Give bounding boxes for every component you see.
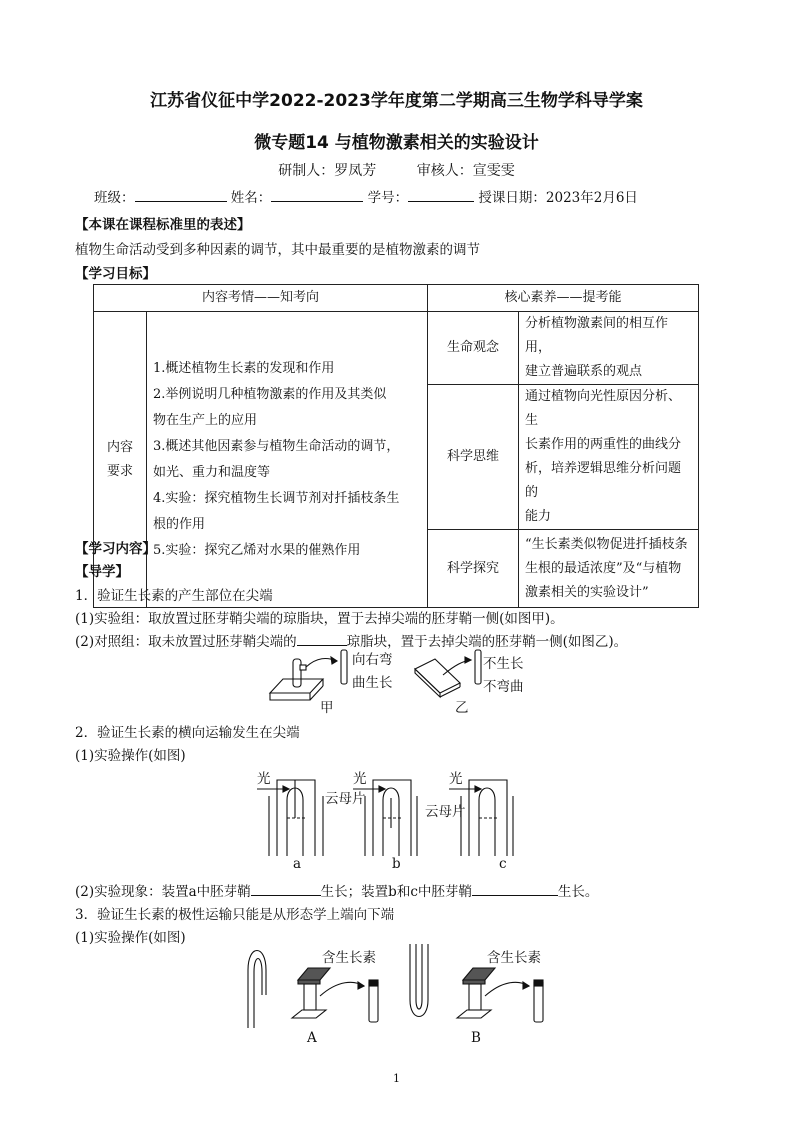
content-line: 1.概述植物生长素的发现和作用	[153, 360, 335, 376]
lesson-date: 授课日期：2023年2月6日	[478, 190, 638, 206]
authors-line	[0, 160, 793, 180]
item1-experiment: (1)实验组：取放置过胚芽鞘尖端的琼脂块，置于去掉尖端的胚芽鞘一侧(如图甲)。	[75, 611, 564, 627]
jia-result-line2: 曲生长	[352, 675, 393, 691]
page-number: 1	[393, 1072, 400, 1085]
item1-blank[interactable]	[297, 631, 347, 646]
phenomenon-part1: (2)实验现象：装置a中胚芽鞘	[75, 884, 251, 900]
label-B: B	[471, 1030, 481, 1046]
literacy-name: 生命观念	[428, 312, 519, 385]
literacy-line: 析，培养逻辑思维分析问题的	[525, 461, 682, 500]
goals-table	[93, 284, 699, 608]
topic-title: 微专题14 与植物激素相关的实验设计	[254, 133, 539, 153]
yi-result-line1: 不生长	[483, 656, 524, 672]
content-line: 3.概述其他因素参与植物生命活动的调节，	[153, 438, 400, 454]
content-line: 4.实验：探究植物生长调节剂对扦插枝条生	[153, 490, 400, 506]
row-label-line: 要求	[106, 463, 133, 479]
literacy-line: 建立普遍联系的观点	[525, 364, 643, 379]
jia-diagram	[270, 650, 347, 700]
name-label: 姓名：	[230, 190, 272, 206]
content-requirements	[147, 312, 428, 608]
literacy-line: 通过植物向光性原因分析、生	[525, 389, 682, 428]
literacy-name: 科学探究	[428, 530, 519, 608]
item2-phenomenon	[75, 880, 598, 900]
jia-result-line1: 向右弯	[352, 652, 393, 668]
student-info-line	[94, 186, 638, 206]
number-blank[interactable]	[408, 187, 474, 202]
label-yi: 乙	[455, 700, 469, 716]
goals-col1-header: 内容考情——知考向	[94, 285, 428, 312]
goals-col2-header: 核心素养——提考能	[428, 285, 699, 312]
item3-operation: (1)实验操作(如图)	[75, 930, 186, 946]
label-jia: 甲	[320, 700, 334, 716]
literacy-desc	[519, 312, 699, 385]
content-line: 根的作用	[153, 516, 206, 532]
curriculum-heading: 【本课在课程标准里的表述】	[75, 217, 251, 233]
class-label: 班级：	[94, 190, 135, 206]
literacy-desc	[519, 530, 699, 608]
item1-control-post: 琼脂块，置于去掉尖端的胚芽鞘一侧(如图乙)。	[346, 634, 628, 650]
label-a: a	[293, 856, 302, 872]
mica-label-a: 云母片	[325, 791, 366, 807]
yi-diagram	[415, 650, 481, 697]
yi-result-line2: 不弯曲	[483, 679, 524, 695]
learning-heading: 【学习内容】	[75, 541, 156, 557]
literacy-line: 生根的最适浓度”及“与植物	[525, 560, 682, 576]
device-a	[257, 780, 323, 856]
item1-control-pre: (2)对照组：取未放置过胚芽鞘尖端的	[75, 634, 297, 650]
label-c: c	[499, 856, 507, 872]
literacy-line: “生长素类似物促进扦插枝条	[525, 536, 688, 552]
literacy-line: 能力	[525, 509, 552, 524]
literacy-line: 长素作用的两重性的曲线分	[525, 437, 682, 452]
literacy-desc	[519, 385, 699, 530]
curriculum-text: 植物生命活动受到多种因素的调节，其中最重要的是植物激素的调节	[75, 242, 480, 258]
literacy-line: 激素相关的实验设计”	[525, 584, 649, 600]
literacy-line: 分析植物激素间的相互作用，	[525, 316, 669, 355]
label-b: b	[392, 856, 401, 872]
author: 研制人：罗凤芳	[278, 163, 377, 179]
label-A: A	[307, 1030, 317, 1046]
class-blank[interactable]	[135, 187, 227, 202]
school-title: 江苏省仪征中学2022-2023学年度第二学期高三生物学科导学案	[150, 91, 643, 111]
light-label-c: 光	[449, 771, 463, 787]
number-label: 学号：	[367, 190, 409, 206]
figure-abc	[255, 768, 540, 858]
row-label-line: 内容	[106, 439, 133, 455]
reviewer: 审核人：宣雯雯	[416, 163, 515, 179]
content-line: 5.实验：探究乙烯对水果的催熟作用	[153, 542, 361, 558]
guide-heading: 【导学】	[75, 564, 129, 580]
goals-heading: 【学习目标】	[75, 266, 156, 282]
phenomenon-part3: 生长。	[557, 884, 599, 900]
hormone-label-A: 含生长素	[322, 950, 376, 966]
phenomenon-part2: 生长；装置b和c中胚芽鞘	[320, 884, 472, 900]
hormone-label-B: 含生长素	[487, 950, 541, 966]
literacy-name: 科学思维	[428, 385, 519, 530]
content-line: 2.举例说明几种植物激素的作用及其类似	[153, 386, 387, 402]
mica-label-b: 云母片	[425, 804, 466, 820]
phenomenon-blank-a[interactable]	[251, 881, 321, 896]
item3-title: 3．验证生长素的极性运输只能是从形态学上端向下端	[75, 907, 395, 923]
light-label-b: 光	[353, 771, 367, 787]
phenomenon-blank-bc[interactable]	[472, 881, 558, 896]
name-blank[interactable]	[271, 187, 363, 202]
light-label-a: 光	[257, 771, 271, 787]
content-line: 物在生产上的应用	[153, 412, 258, 428]
item2-operation: (1)实验操作(如图)	[75, 748, 186, 764]
item2-title: 2．验证生长素的横向运输发生在尖端	[75, 725, 300, 741]
content-line: 如光、重力和温度等	[153, 464, 271, 480]
item1-title: 1．验证生长素的产生部位在尖端	[75, 588, 273, 604]
